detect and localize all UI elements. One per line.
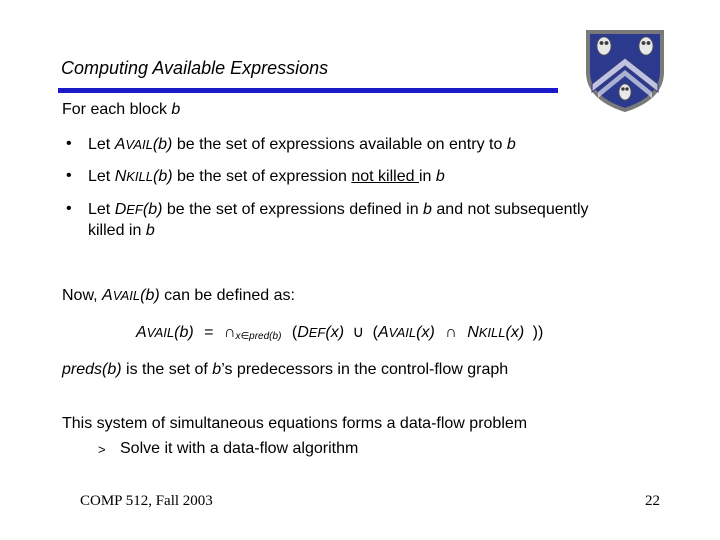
slide-title: Computing Available Expressions (61, 58, 329, 78)
page-number: 22 (645, 493, 660, 509)
preds-line: preds(b) is the set of b’s predecessors in the control-flow graph (62, 361, 509, 378)
system-line: This system of simultaneous equations forms a data-flow problem (62, 415, 528, 432)
bullet-1: Let AVAIL(b) be the set of expressions available on entry to b (88, 136, 516, 153)
intersection-symbol-2: ∩ (445, 324, 457, 341)
university-crest-logo (584, 28, 666, 112)
bullet-marker-3: • (66, 200, 72, 217)
title-rule (58, 88, 558, 93)
now-line: Now, AVAIL(b) can be defined as: (62, 287, 295, 304)
bullet-2: Let NKILL(b) be the set of expression not killed in b (88, 168, 445, 185)
owl-right (639, 37, 653, 55)
sub-bullet-line: Solve it with a data-flow algorithm (120, 440, 359, 457)
footer-course: COMP 512, Fall 2003 (80, 493, 213, 509)
bullet-marker-2: • (66, 167, 72, 184)
bullet-3: Let DEF(b) be the set of expressions defined in b and not subsequently (88, 201, 589, 218)
owl-left (597, 37, 611, 55)
bullet-marker-1: • (66, 135, 72, 152)
sub-bullet-marker: > (98, 442, 106, 457)
owl-bottom (619, 84, 631, 100)
intro-line: For each block b (62, 101, 181, 118)
equation: AVAIL(b) = $\cap_{x\in pred(b)}$ (DEF(x) ∪ (AVAIL(x) ∩ NKILL(x) )) (136, 324, 544, 342)
intersection-symbol: ∩ (223, 324, 236, 341)
union-symbol: ∪ (352, 324, 365, 341)
bullet-3-continuation: killed in b (88, 222, 155, 239)
